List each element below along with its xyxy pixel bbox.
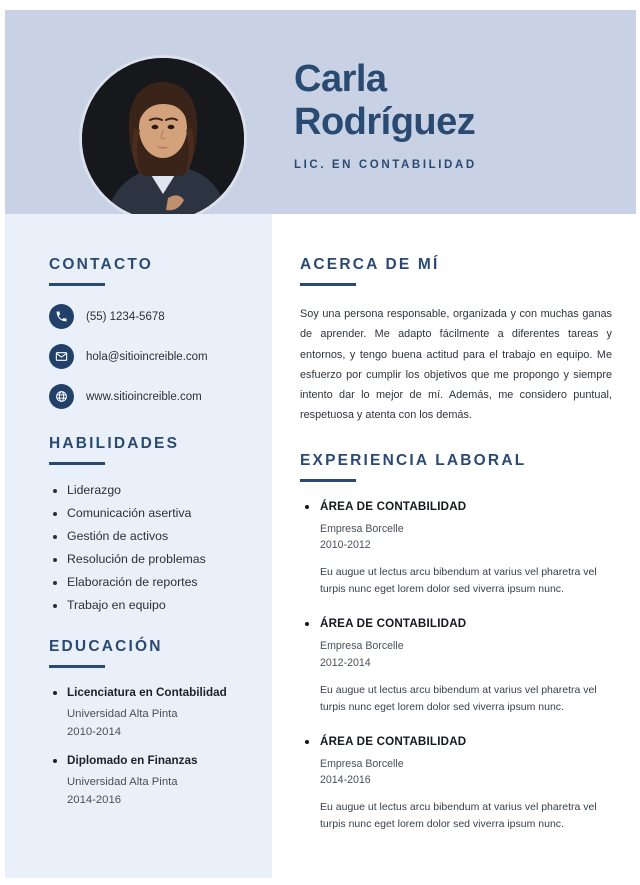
heading-rule <box>300 479 356 482</box>
job-role: ÁREA DE CONTABILIDAD <box>300 617 612 630</box>
contact-section <box>49 256 246 409</box>
heading-rule <box>49 283 105 286</box>
list-item: Gestión de activos <box>49 529 246 543</box>
heading-rule <box>49 462 105 465</box>
job-company-years <box>300 521 612 554</box>
skills-section <box>49 435 246 612</box>
education-heading: EDUCACIÓN <box>49 638 163 655</box>
job-company-years <box>300 756 612 789</box>
job-role: ÁREA DE CONTABILIDAD <box>300 500 612 513</box>
education-years: 2010-2014 <box>67 726 122 739</box>
globe-icon <box>49 384 74 409</box>
about-text: Soy una persona responsable, organizada y con muchas ganas de aprender. Me adapto fácilmente a diferentes tareas y entornos, y tengo buena actitud para el trabajo en equipo. Me esfuerzo por cumplir los objetivos que me propongo y siempre intento dar lo mejor de mí. Además, me considero puntual, respetuosa y atenta con los demás. <box>300 308 612 422</box>
list-item: Elaboración de reportes <box>49 575 246 589</box>
job-years: 2012-2014 <box>320 656 371 669</box>
phone-value: (55) 1234-5678 <box>86 310 165 323</box>
website-value: www.sitioincreible.com <box>86 390 202 403</box>
job-description: Eu augue ut lectus arcu bibendum at varius vel pharetra vel turpis nunc eget lorem dolor sed viverra ipsum nunc. <box>320 801 597 831</box>
list-item: Resolución de problemas <box>49 552 246 566</box>
job-company: Empresa Borcelle <box>320 640 404 653</box>
about-heading: ACERCA DE MÍ <box>300 256 440 273</box>
job-description: Eu augue ut lectus arcu bibendum at varius vel pharetra vel turpis nunc eget lorem dolor sed viverra ipsum nunc. <box>320 683 597 713</box>
portrait-photo-icon <box>82 58 244 220</box>
contact-item-email[interactable] <box>49 344 246 369</box>
job-description: Eu augue ut lectus arcu bibendum at varius vel pharetra vel turpis nunc eget lorem dolor sed viverra ipsum nunc. <box>320 566 597 596</box>
job-company: Empresa Borcelle <box>320 522 404 535</box>
education-years: 2014-2016 <box>67 793 122 806</box>
resume-page <box>5 10 636 878</box>
heading-rule <box>300 283 356 286</box>
envelope-icon <box>49 344 74 369</box>
job-role: ÁREA DE CONTABILIDAD <box>300 735 612 748</box>
header-text-group <box>294 58 624 171</box>
skills-list <box>49 483 246 612</box>
list-item <box>300 500 612 598</box>
skills-heading: HABILIDADES <box>49 435 180 452</box>
list-item <box>300 617 612 715</box>
list-item <box>49 686 246 742</box>
education-section <box>49 638 246 809</box>
main-content <box>272 214 636 878</box>
list-item: Comunicación asertiva <box>49 506 246 520</box>
sidebar <box>5 214 272 878</box>
education-school: Universidad Alta Pinta <box>67 775 178 788</box>
about-section <box>300 256 612 426</box>
education-degree: Diplomado en Finanzas <box>49 754 246 767</box>
email-value: hola@sitioincreible.com <box>86 350 208 363</box>
avatar <box>82 58 244 220</box>
experience-section <box>300 452 612 833</box>
phone-icon <box>49 304 74 329</box>
heading-rule <box>49 665 105 668</box>
job-years: 2014-2016 <box>320 774 371 787</box>
job-company-years <box>300 638 612 671</box>
contact-heading: CONTACTO <box>49 256 153 273</box>
list-item <box>300 735 612 833</box>
job-company: Empresa Borcelle <box>320 757 404 770</box>
list-item: Trabajo en equipo <box>49 598 246 612</box>
experience-heading: EXPERIENCIA LABORAL <box>300 451 527 469</box>
first-name: Carla <box>294 58 387 100</box>
last-name: Rodríguez <box>294 100 476 143</box>
list-item <box>49 754 246 810</box>
list-item: Liderazgo <box>49 483 246 497</box>
education-school: Universidad Alta Pinta <box>67 708 178 720</box>
job-years: 2010-2012 <box>320 539 371 552</box>
job-title: LIC. EN CONTABILIDAD <box>294 159 477 172</box>
contact-item-website[interactable] <box>49 384 246 409</box>
contact-item-phone[interactable] <box>49 304 246 329</box>
education-degree: Licenciatura en Contabilidad <box>49 686 246 699</box>
